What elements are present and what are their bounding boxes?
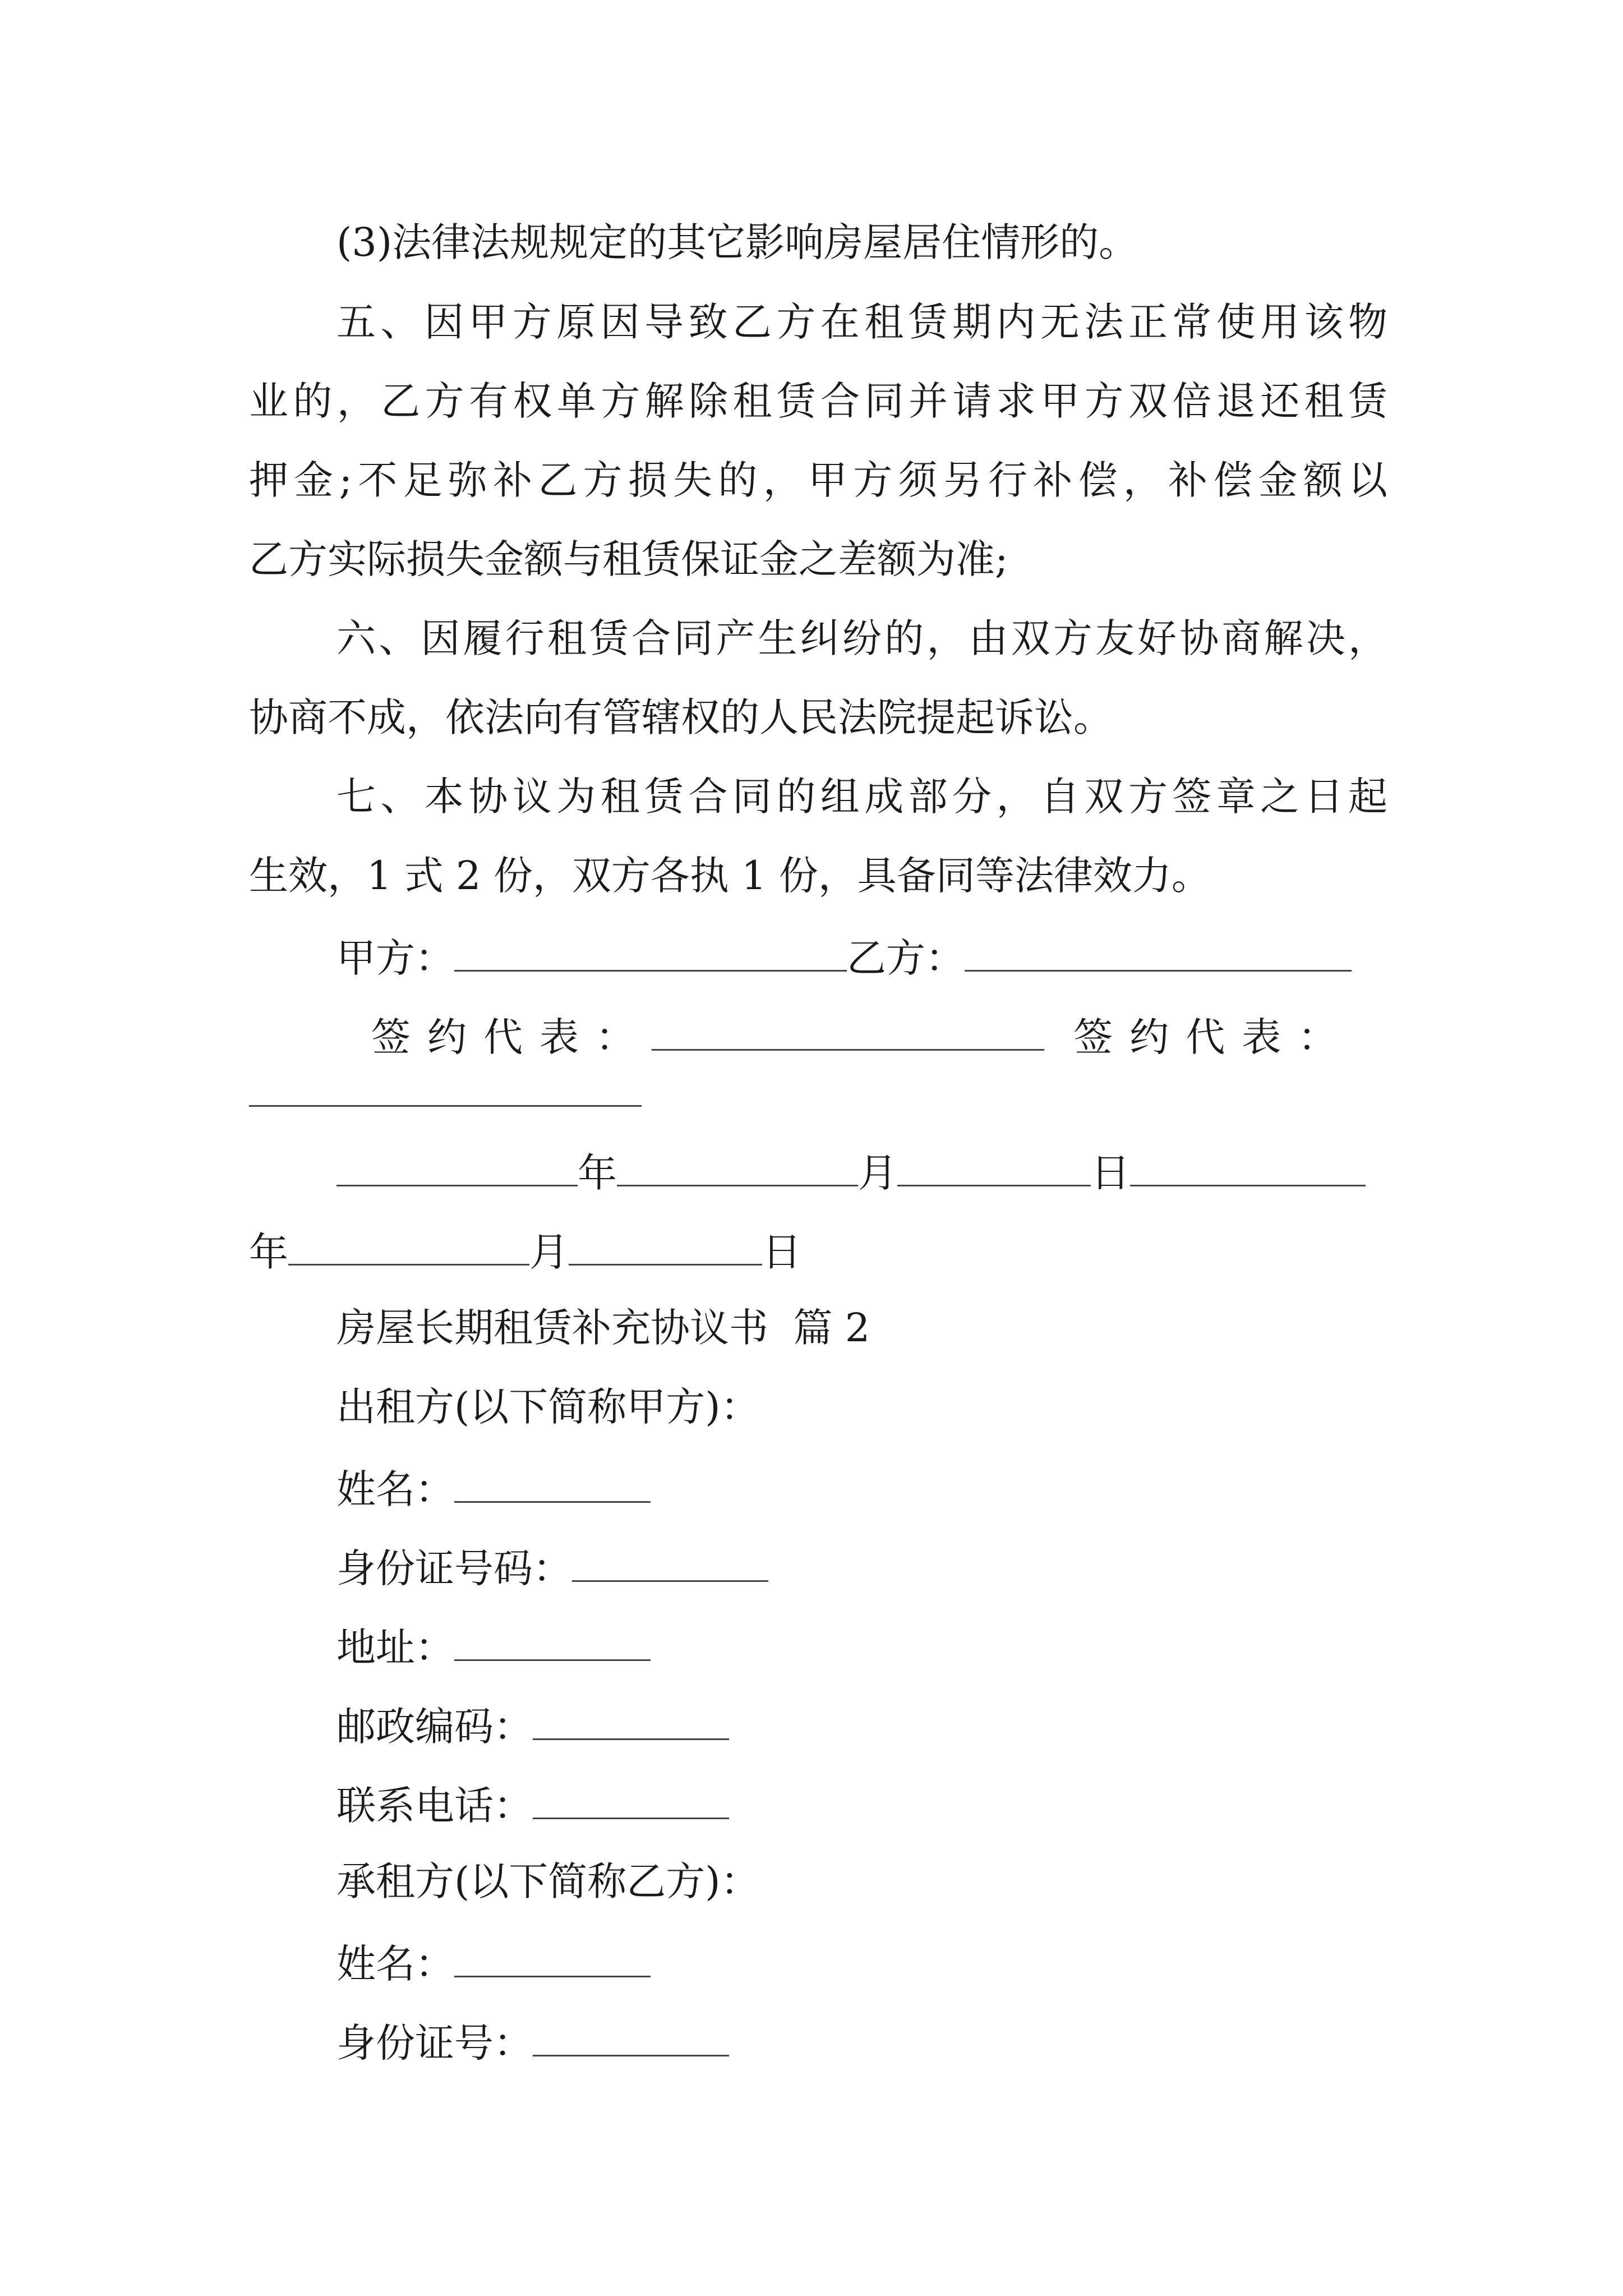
lessor-postcode-label: 邮政编码： (336, 1704, 533, 1750)
date-row-2 (249, 1229, 801, 1275)
lessor-postcode-blank (533, 1704, 729, 1740)
party-a-rep-blank (652, 1014, 1044, 1051)
day-blank-b (569, 1229, 762, 1266)
lessor-phone-blank (533, 1783, 729, 1819)
clause-5-line-2: 业的，乙方有权单方解除租赁合同并请求甲方双倍退还租赁 (249, 378, 1387, 424)
month-blank-b (288, 1229, 529, 1266)
lessee-id-blank (533, 2020, 729, 2056)
party-b-blank (965, 935, 1352, 972)
lessor-id-label: 身份证号码： (336, 1545, 572, 1591)
year-label-a: 年 (578, 1150, 617, 1196)
year-blank-a (336, 1150, 578, 1186)
party-b-rep-blank (249, 1070, 642, 1107)
party-a-label: 甲方： (336, 935, 454, 981)
clause-6-line-1: 六、因履行租赁合同产生纠纷的，由双方友好协商解决， (336, 615, 1387, 661)
section-2-title: 房屋长期租赁补充协议书 篇 2 (336, 1305, 870, 1351)
party-b-rep-blank-row (249, 1070, 642, 1113)
clause-5-line-1: 五、因甲方原因导致乙方在租赁期内无法正常使用该物 (336, 299, 1387, 345)
lessee-id-label: 身份证号： (336, 2020, 533, 2066)
lessor-id-blank (572, 1545, 768, 1582)
lessor-id-row (336, 1545, 768, 1591)
lessor-address-blank (454, 1625, 651, 1661)
month-label-a: 月 (858, 1150, 897, 1196)
party-a-rep-label: 签约代表： (371, 1014, 652, 1060)
lessor-postcode-row (336, 1704, 729, 1750)
representative-row (371, 1014, 1354, 1060)
month-label-b: 月 (529, 1229, 569, 1275)
clause-5-line-4: 乙方实际损失金额与租赁保证金之差额为准; (249, 536, 1008, 582)
year-label-b: 年 (249, 1229, 288, 1275)
clause-7-line-1: 七、本协议为租赁合同的组成部分，自双方签章之日起 (336, 774, 1387, 820)
lessor-name-blank (454, 1466, 651, 1503)
lessee-name-blank (454, 1941, 651, 1977)
party-signature-row (336, 935, 1352, 981)
day-blank-a (897, 1150, 1091, 1186)
year-blank-b (1130, 1150, 1366, 1186)
month-blank-a (617, 1150, 858, 1186)
clause-6-line-2: 协商不成，依法向有管辖权的人民法院提起诉讼。 (249, 694, 1113, 740)
party-b-rep-label: 签约代表： (1073, 1014, 1354, 1060)
clause-3: (3)法律法规规定的其它影响房屋居住情形的。 (336, 219, 1138, 265)
lessor-phone-row (336, 1783, 729, 1829)
date-row-1 (336, 1150, 1366, 1196)
lessee-heading: 承租方(以下简称乙方)： (336, 1858, 760, 1904)
lessee-name-label: 姓名： (336, 1941, 454, 1987)
lessor-address-label: 地址： (336, 1625, 454, 1671)
clause-5-line-3: 押金;不足弥补乙方损失的，甲方须另行补偿，补偿金额以 (249, 457, 1387, 503)
lessor-name-label: 姓名： (336, 1466, 454, 1512)
lessor-address-row (336, 1625, 651, 1671)
clause-7-line-2: 生效，1 式 2 份，双方各执 1 份，具备同等法律效力。 (249, 853, 1211, 899)
party-b-label: 乙方： (847, 935, 965, 981)
lessor-name-row (336, 1466, 651, 1512)
lessor-phone-label: 联系电话： (336, 1783, 533, 1829)
lessor-heading: 出租方(以下简称甲方)： (336, 1384, 760, 1430)
party-a-blank (454, 935, 847, 972)
day-label-b: 日 (762, 1229, 801, 1275)
lessee-id-row (336, 2020, 729, 2066)
day-label-a: 日 (1091, 1150, 1130, 1196)
lessee-name-row (336, 1941, 651, 1987)
